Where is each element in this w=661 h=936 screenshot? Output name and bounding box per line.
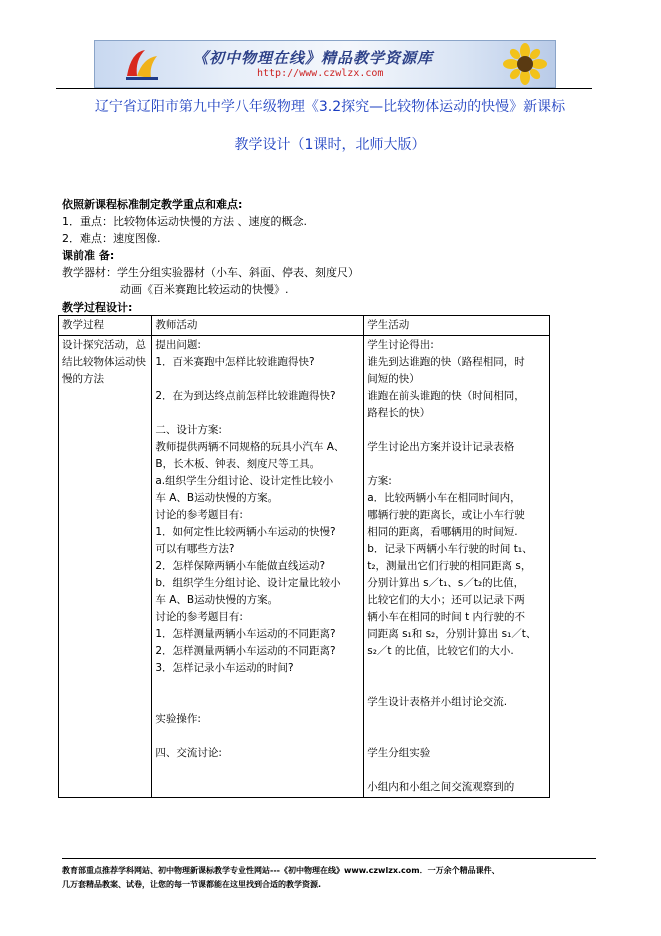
student-line: 方案: [367, 475, 392, 487]
teacher-line [155, 779, 360, 796]
footer-line-1: 教育部重点推荐学科网站、初中物理新课标教学专业性网站---《初中物理在线》www.czwlzx.com．一万余个精品课件、 [62, 866, 500, 875]
process-cell: 设计探究活动，总结比较物体运动快慢的方法 [59, 336, 152, 798]
column-header-process: 教学过程 [59, 316, 152, 336]
student-line: 谁跑在前头谁跑的快（时间相同， [367, 390, 525, 402]
student-line: 谁先到达谁跑的快（路程相同，时 [367, 356, 525, 368]
page-footer [62, 864, 602, 892]
teacher-activity-cell [152, 336, 364, 798]
site-logo-icon [123, 46, 163, 82]
teacher-line: 讨论的参考题目有: [155, 611, 243, 623]
teacher-line [155, 371, 360, 388]
teacher-line: 1．如何定性比较两辆小车运动的快慢? [155, 526, 336, 538]
student-line: 分别计算出 s／t₁、s／t₂的比值， [367, 577, 525, 589]
student-line: 辆小车在相同的时间 t 内行驶的不 [367, 611, 526, 623]
student-line [367, 422, 546, 439]
sunflower-icon [501, 43, 549, 85]
student-line: 相同的距离，看哪辆用的时间短. [367, 526, 518, 538]
student-line [367, 660, 546, 677]
student-line [367, 762, 546, 779]
materials-line: 教学器材：学生分组实验器材（小车、斜面、停表、刻度尺） [62, 266, 359, 279]
teacher-line: 3．怎样记录小车运动的时间? [155, 662, 294, 674]
student-line: 哪辆行驶的距离长，或让小车行驶 [367, 509, 525, 521]
column-header-teacher: 教师活动 [152, 316, 364, 336]
difficulty-item: 2．难点：速度图像. [62, 232, 161, 245]
footer-divider [62, 858, 596, 859]
table-row [59, 336, 550, 798]
student-line: s₂／t 的比值，比较它们的大小. [367, 645, 514, 657]
teacher-line: 车 A、B运动快慢的方案。 [155, 594, 279, 606]
teacher-line: 1．怎样测量两辆小车运动的不同距离? [155, 628, 336, 640]
document-title-line-1: 辽宁省辽阳市第九中学八年级物理《3.2探究—比较物体运动的快慢》新课标 [94, 99, 566, 115]
section-preparation-heading: 课前准 备: [62, 249, 115, 262]
header-banner [94, 40, 556, 88]
student-line [367, 711, 546, 728]
banner-title: 《初中物理在线》精品教学资源库 [193, 49, 434, 67]
student-line: 学生设计表格并小组讨论交流. [367, 696, 508, 708]
student-line: 比较它们的大小；还可以记录下两 [367, 594, 525, 606]
teacher-line: 2．在为到达终点前怎样比较谁跑得快? [155, 390, 336, 402]
teacher-line: 2．怎样测量两辆小车运动的不同距离? [155, 645, 336, 657]
teacher-line [155, 762, 360, 779]
key-point-item: 1．重点：比较物体运动快慢的方法 、速度的概念. [62, 215, 307, 228]
student-line: 学生讨论得出: [367, 339, 434, 351]
student-line: a．比较两辆小车在相同时间内， [367, 492, 521, 504]
teacher-line: a.组织学生分组讨论、设计定性比较小 [155, 475, 334, 487]
teacher-line: 教师提供两辆不同规格的玩具小汽车 A、 [155, 441, 345, 453]
teacher-line [155, 405, 360, 422]
teacher-line: 提出问题: [155, 339, 201, 351]
teacher-line: 2．怎样保障两辆小车能做直线运动? [155, 560, 326, 572]
teacher-line [155, 677, 360, 694]
student-activity-cell [364, 336, 550, 798]
teacher-line: 实验操作: [155, 713, 201, 725]
column-header-student: 学生活动 [364, 316, 550, 336]
student-line: 学生讨论出方案并设计记录表格 [367, 441, 515, 453]
teacher-line: 讨论的参考题目有: [155, 509, 243, 521]
student-line: 同距离 s₁和 s₂，分别计算出 s₁／t、 [367, 628, 537, 640]
student-line [367, 456, 546, 473]
teacher-line: 四、交流讨论: [155, 747, 222, 759]
lesson-plan-table [58, 315, 550, 798]
student-line: 间短的快） [367, 373, 420, 385]
header-divider [56, 88, 592, 89]
student-line [367, 728, 546, 745]
teacher-line [155, 728, 360, 745]
student-line: 路程长的快） [367, 407, 431, 419]
teacher-line: 可以有哪些方法? [155, 543, 235, 555]
student-line: b．记录下两辆小车行驶的时间 t₁、 [367, 543, 533, 555]
section-key-points-heading: 依照新课程标准制定教学重点和难点: [62, 198, 243, 211]
banner-url[interactable]: http://www.czwlzx.com [257, 68, 384, 79]
teacher-line: B，长木板、钟表、刻度尺等工具。 [155, 458, 321, 470]
teacher-line: 二、设计方案: [155, 424, 222, 436]
student-line [367, 677, 546, 694]
student-line: 小组内和小组之间交流观察到的 [367, 781, 515, 793]
section-process-heading: 教学过程设计: [62, 301, 133, 314]
teacher-line: 1．百米赛跑中怎样比较谁跑得快? [155, 356, 315, 368]
animation-line: 动画《百米赛跑比较运动的快慢》. [120, 283, 289, 296]
student-line: t₂，测量出它们行驶的相同距离 s， [367, 560, 532, 572]
teacher-line: b．组织学生分组讨论、设计定量比较小 [155, 577, 341, 589]
teacher-line [155, 694, 360, 711]
table-header-row [59, 316, 550, 336]
teacher-line: 车 A、B运动快慢的方案。 [155, 492, 279, 504]
student-line: 学生分组实验 [367, 747, 431, 759]
document-title-line-2: 教学设计（1课时，北师大版） [234, 137, 426, 153]
footer-line-2: 几万套精品教案、试卷，让您的每一节课都能在这里找到合适的教学资源. [62, 880, 322, 889]
